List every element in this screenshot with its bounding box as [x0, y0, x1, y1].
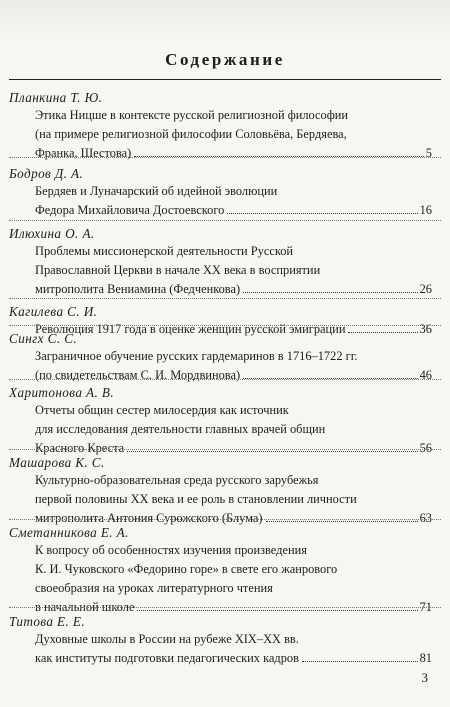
toc-title-last-line: Красного Креста: [35, 441, 125, 455]
toc-entry-link[interactable]: [35, 651, 432, 666]
toc-author: Харитонова А. В.: [9, 385, 115, 400]
toc-title-last-line: Федора Михайловича Достоевского: [35, 203, 225, 217]
entry-separator: [9, 325, 441, 326]
toc-title-last-line: митрополита Антония Сурожского (Блума): [35, 511, 263, 525]
toc-author: Титова Е. Е.: [9, 614, 86, 629]
dot-leader: [127, 451, 417, 452]
toc-page-number: 63: [419, 511, 432, 525]
toc-title-line: Культурно-образовательная среда русского зарубежья: [35, 473, 319, 487]
toc-title-line: К вопросу об особенностях изучения произведения: [35, 543, 307, 557]
toc-title-last-line: Революция 1917 года в оценке женщин русской эмиграции: [35, 322, 346, 336]
entry-separator: [9, 379, 441, 380]
entry-separator: [9, 220, 441, 221]
entry-separator: [9, 607, 441, 608]
dot-leader: [227, 213, 417, 214]
entry-separator: [9, 157, 441, 158]
toc-title-line: (на примере религиозной философии Соловьёва, Бердяева,: [35, 127, 347, 141]
toc-author: Сингх С. С.: [9, 331, 78, 346]
toc-title-line: Этика Ницше в контексте русской религиозной философии: [35, 108, 349, 122]
toc-title-last-line: Франка, Шестова): [35, 146, 132, 160]
toc-entry-link[interactable]: [35, 203, 432, 218]
toc-title-line: Духовные школы в России на рубеже XIX–XX вв.: [35, 632, 299, 646]
toc-title-line: первой половины XX века и ее роль в становлении личности: [35, 492, 357, 506]
toc-page-number: 26: [419, 282, 432, 296]
toc-title-line: К. И. Чуковского «Федорино горе» в свете его жанрового: [35, 562, 338, 576]
toc-author: Планкина Т. Ю.: [9, 90, 103, 105]
toc-title-last-line: (по свидетельствам С. И. Мордвинова): [35, 368, 241, 382]
toc-title-last-line: митрополита Вениамина (Федченкова): [35, 282, 241, 296]
toc-author: Кагилева С. И.: [9, 304, 98, 319]
toc-title-line: Бердяев и Луначарский об идейной эволюции: [35, 184, 278, 198]
toc-page-number: 16: [419, 203, 432, 217]
toc-page-number: 46: [419, 368, 432, 382]
entry-separator: [9, 449, 441, 450]
toc-title-line: Проблемы миссионерской деятельности Русской: [35, 244, 294, 258]
toc-page-number: 56: [419, 441, 432, 455]
toc-title-last-line: в начальной школе: [35, 600, 135, 614]
entry-separator: [9, 298, 441, 299]
toc-page-number: 36: [419, 322, 432, 336]
dot-leader: [266, 521, 418, 522]
toc-entry-link[interactable]: [35, 146, 432, 161]
toc-entry-link[interactable]: [35, 368, 432, 383]
toc-author: Сметанникова Е. А.: [9, 525, 129, 540]
entry-separator: [9, 519, 441, 520]
toc-title-line: Заграничное обучение русских гардемаринов в 1716–1722 гг.: [35, 349, 358, 363]
dot-leader: [137, 610, 417, 611]
toc-title-line: для исследования деятельности главных врачей общин: [35, 422, 326, 436]
toc-page-number: 81: [419, 651, 432, 665]
toc-page-number: 5: [425, 146, 432, 160]
page-number: 3: [421, 670, 428, 685]
page-title: Содержание: [165, 50, 285, 69]
toc-entry-link[interactable]: [35, 282, 432, 297]
toc-author: Машарова К. С.: [9, 455, 105, 470]
dot-leader: [348, 332, 417, 333]
toc-author: Бодров Д. А.: [9, 166, 84, 181]
toc-title-line: своеобразия на уроках литературного чтения: [35, 581, 273, 595]
toc-page-number: 71: [419, 600, 432, 614]
toc-title-last-line: как институты подготовки педагогических кадров: [35, 651, 299, 665]
dot-leader: [302, 661, 418, 662]
toc-title-line: Отчеты общин сестер милосердия как источник: [35, 403, 289, 417]
dot-leader: [243, 292, 417, 293]
toc-author: Илюхина О. А.: [9, 226, 95, 241]
toc-title-line: Православной Церкви в начале XX века в восприятии: [35, 263, 321, 277]
